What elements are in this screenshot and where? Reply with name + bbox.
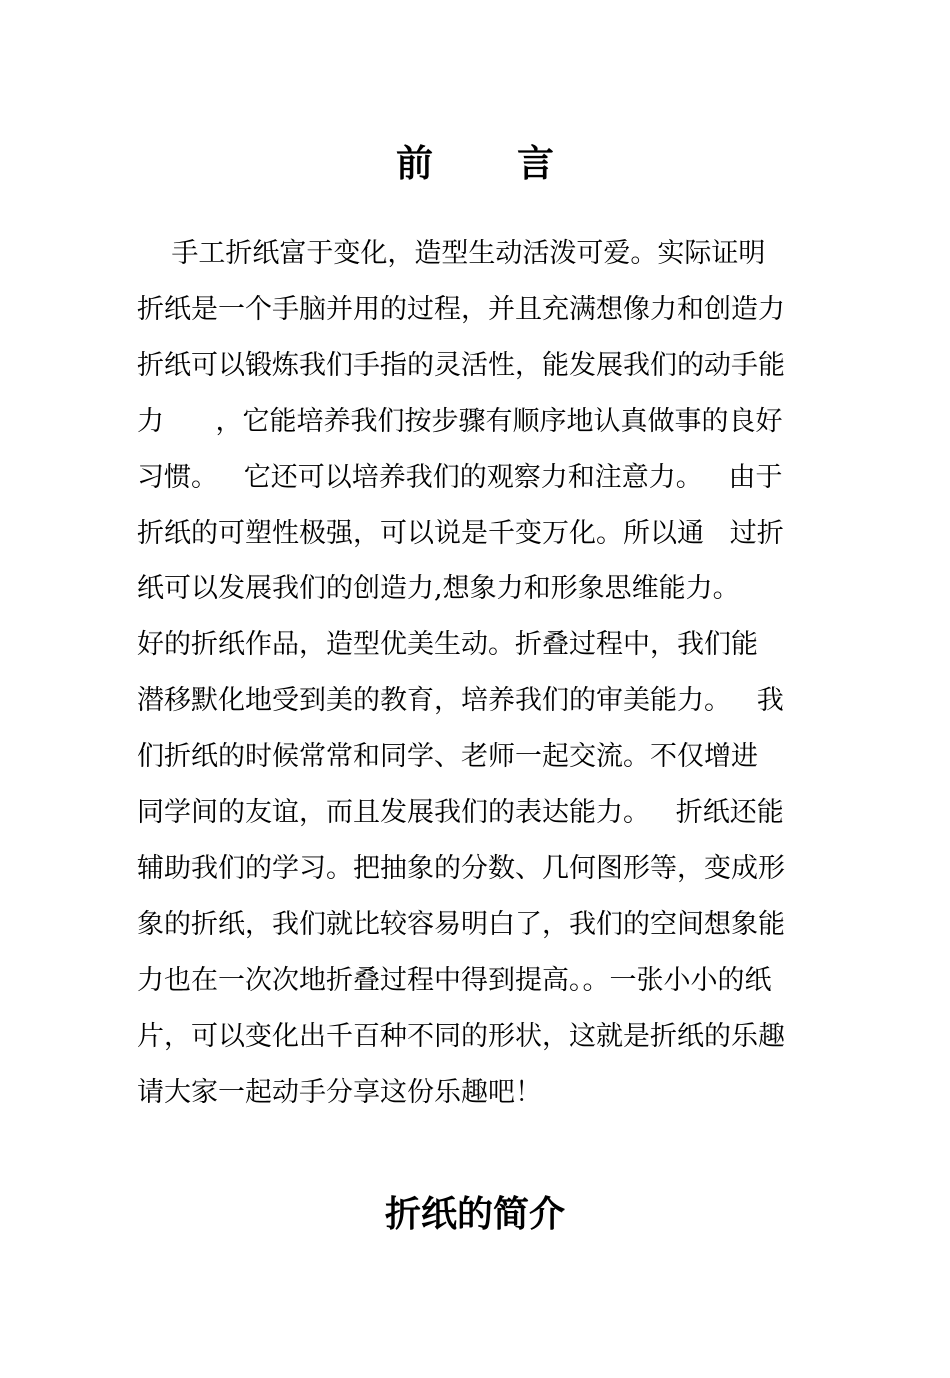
preface-line: 习惯。 它还可以培养我们的观察力和注意力。 由于: [137, 462, 783, 493]
preface-line: 折纸可以锻炼我们手指的灵活性，能发展我们的动手能: [137, 350, 785, 381]
preface-title: 前言: [396, 141, 638, 185]
preface-line: 同学间的友谊，而且发展我们的表达能力。 折纸还能: [137, 797, 784, 828]
preface-line: 请大家一起动手分享这份乐趣吧！: [137, 1077, 542, 1108]
preface-line: 力 ，它能培养我们按步骤有顺序地认真做事的良好: [137, 406, 783, 437]
preface-line: 辅助我们的学习。把抽象的分数、几何图形等，变成形: [137, 853, 785, 884]
preface-line: 好的折纸作品，造型优美生动。折叠过程中，我们能: [137, 629, 758, 660]
preface-line: 纸可以发展我们的创造力,想象力和形象思维能力。: [137, 573, 740, 604]
preface-line: 折纸的可塑性极强，可以说是千变万化。所以通 过折: [137, 518, 784, 549]
preface-line: 折纸是一个手脑并用的过程，并且充满想像力和创造力: [137, 294, 785, 325]
preface-line: 象的折纸，我们就比较容易明白了，我们的空间想象能: [137, 909, 785, 940]
preface-line: 们折纸的时候常常和同学、老师一起交流。不仅增进: [137, 741, 758, 772]
preface-line: 力也在一次次地折叠过程中得到提高。。一张小小的纸: [137, 965, 772, 996]
preface-line: 潜移默化地受到美的教育，培养我们的审美能力。 我: [137, 685, 784, 716]
preface-line: 片，可以变化出千百种不同的形状，这就是折纸的乐趣: [137, 1021, 785, 1052]
preface-line: 手工折纸富于变化，造型生动活泼可爱。实际证明: [137, 238, 766, 269]
intro-title: 折纸的简介: [384, 1193, 565, 1235]
